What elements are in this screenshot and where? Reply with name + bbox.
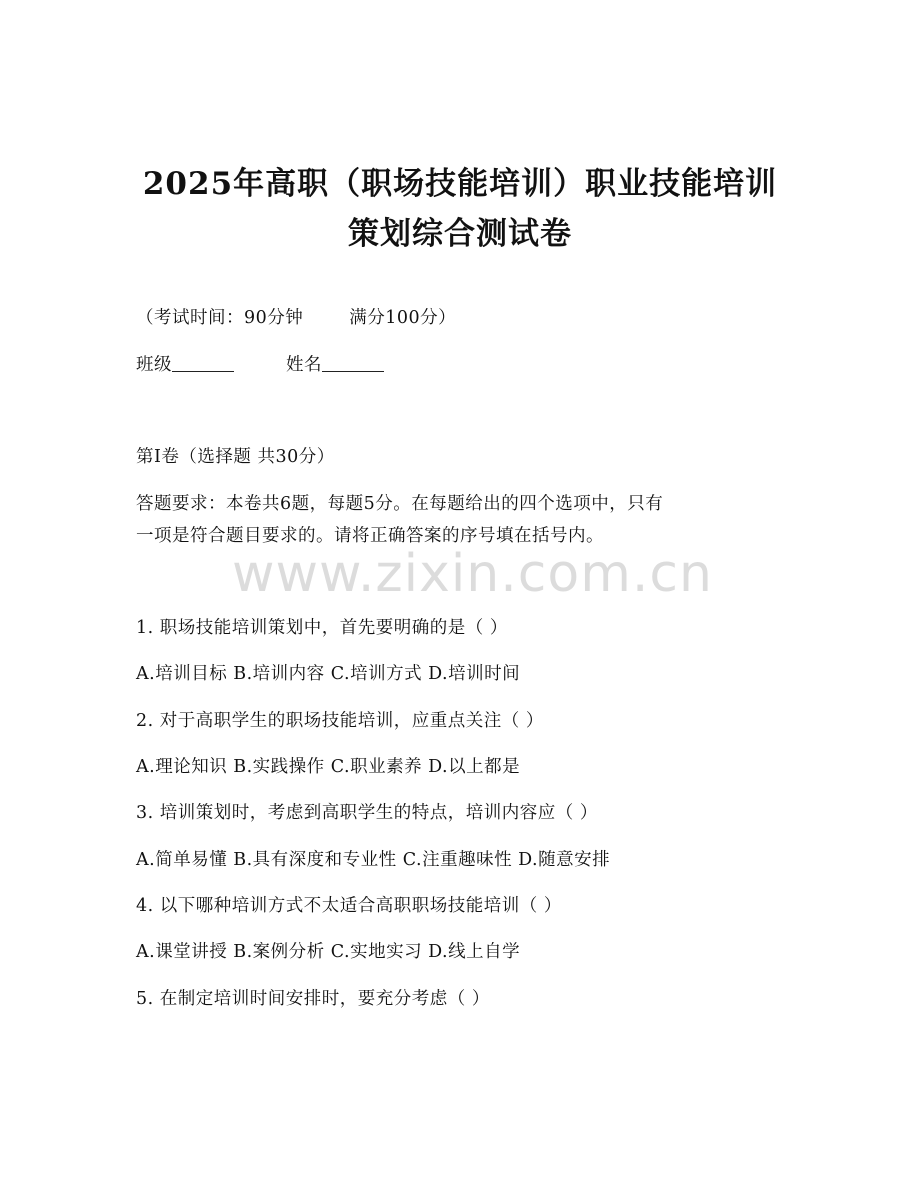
exam-time: （考试时间：90分钟 [136,308,304,328]
exam-title-line-2: 策划综合测试卷 [348,216,572,252]
question-4-options: A.课堂讲授 B.案例分析 C.实地实习 D.线上自学 [136,942,521,962]
class-label: 班级 [136,355,172,375]
question-1-options: A.培训目标 B.培训内容 C.培训方式 D.培训时间 [136,664,521,684]
question-5: 5. 在制定培训时间安排时，要充分考虑（ ） [136,989,490,1009]
section-heading: 第I卷（选择题 共30分） [136,447,335,467]
question-2: 2. 对于高职学生的职场技能培训，应重点关注（ ） [136,711,544,731]
question-1: 1. 职场技能培训策划中，首先要明确的是（ ） [136,618,508,638]
exam-full-score: 满分100分） [349,308,457,328]
question-2-options: A.理论知识 B.实践操作 C.职业素养 D.以上都是 [136,757,521,777]
question-3-options: A.简单易懂 B.具有深度和专业性 C.注重趣味性 D.随意安排 [136,850,611,870]
exam-title-line-1: 2025年高职（职场技能培训）职业技能培训 [142,166,778,202]
section-requirement-line-1: 答题要求：本卷共6题，每题5分。在每题给出的四个选项中，只有 [136,494,664,514]
name-blank [322,370,384,372]
question-4: 4. 以下哪种培训方式不太适合高职职场技能培训（ ） [136,896,562,916]
student-fields [136,351,384,376]
watermark: www.zixin.com.cn [232,544,713,604]
question-3: 3. 培训策划时，考虑到高职学生的特点，培训内容应（ ） [136,803,598,823]
section-requirement-line-2: 一项是符合题目要求的。请将正确答案的序号填在括号内。 [136,526,604,546]
name-label: 姓名 [286,355,322,375]
exam-info [136,304,456,329]
class-blank [172,370,234,372]
